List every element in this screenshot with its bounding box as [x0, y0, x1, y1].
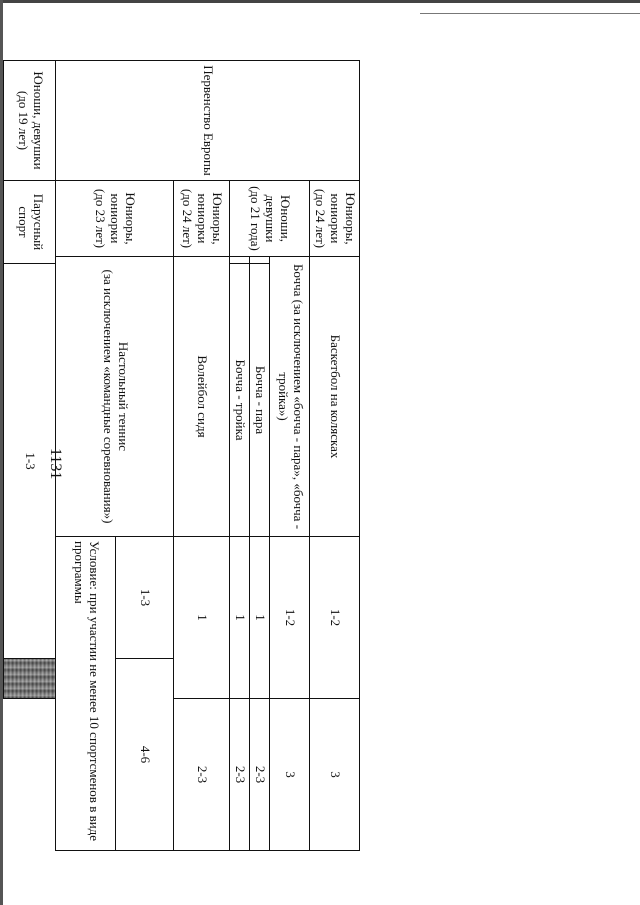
places-min-cell: 1-3 — [116, 537, 174, 659]
places-max-cell: 2-3 — [250, 699, 270, 851]
discipline-line: Настольный теннис — [115, 341, 131, 452]
table-row — [310, 61, 360, 851]
discipline-cell: Бочча - пара — [250, 264, 270, 537]
scan-rule-line — [420, 13, 640, 14]
age-group-cell: Юноши, девушки (до 19 лет) — [4, 61, 56, 181]
places-min-cell: 1 — [230, 537, 250, 699]
places-max-cell: 3 — [310, 699, 360, 851]
discipline-line: (за исключением «командные соревнования») — [100, 269, 116, 524]
places-max-cell: 3 — [270, 699, 310, 851]
spacer-cell — [250, 257, 270, 264]
places-max-cell: 4-6 — [116, 659, 174, 851]
event-cell: Первенство Европы — [56, 61, 360, 181]
spacer-cell — [230, 257, 250, 264]
places-min-cell: 1 — [250, 537, 270, 699]
results-table — [3, 60, 360, 851]
condition-cell: Условие: при участии не менее 10 спортсменов в виде программы — [56, 537, 116, 851]
page-number: 1131 — [47, 448, 64, 480]
places-min-cell: 1-2 — [310, 537, 360, 699]
age-group-cell: Юноши, девушки (до 21 года) — [230, 181, 310, 257]
discipline-cell: Бочча - тройка — [230, 264, 250, 537]
scanned-noise-patch — [4, 659, 56, 699]
discipline-cell: Бочча (за исключением «бочча - пара», «бочча - тройка») — [270, 257, 310, 537]
table-row — [4, 61, 56, 851]
discipline-cell: Волейбол сидя — [174, 257, 230, 537]
places-min-cell: 1 — [174, 537, 230, 699]
places-max-cell: 2-3 — [174, 699, 230, 851]
discipline-cell: Баскетбол на колясках — [310, 257, 360, 537]
age-group-cell: Юниоры, юниорки (до 23 лет) — [56, 181, 174, 257]
discipline-cell — [56, 257, 174, 537]
discipline-cell: Парусный спорт — [4, 181, 56, 264]
places-min-cell: 1-3 — [4, 264, 56, 659]
places-min-cell: 1-2 — [270, 537, 310, 699]
places-max-cell: 2-3 — [230, 699, 250, 851]
age-group-cell: Юниоры, юниорки (до 24 лет) — [310, 181, 360, 257]
scan-edge-top — [0, 0, 640, 3]
age-group-cell: Юниоры, юниорки (до 24 лет) — [174, 181, 230, 257]
